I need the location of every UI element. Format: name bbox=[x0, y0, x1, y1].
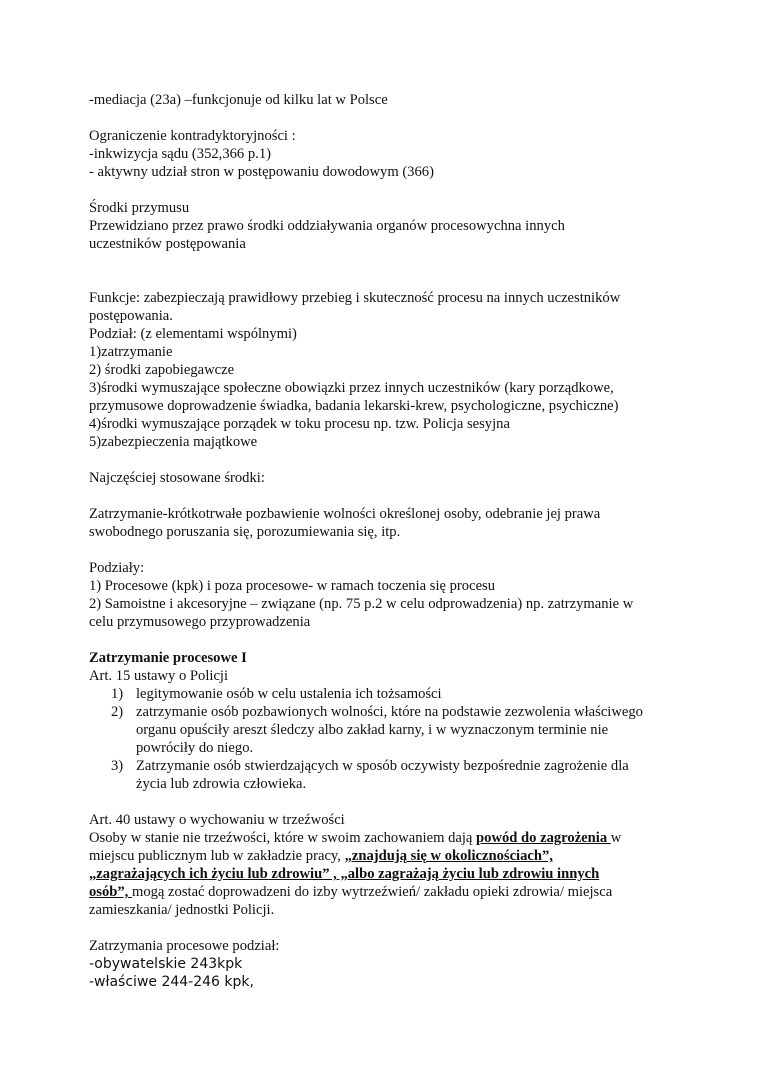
text-line: -właściwe 244-246 kpk, bbox=[89, 974, 254, 990]
text-line: -inkwizycja sądu (352,366 p.1) bbox=[89, 146, 271, 162]
art40-line-5: zamieszkania/ jednostki Policji. bbox=[89, 902, 275, 918]
text-line: Zatrzymanie-krótkotrwałe pozbawienie wolności określonej osoby, odebranie jej prawa bbox=[89, 506, 601, 522]
document-page bbox=[89, 91, 679, 991]
list-item-text: legitymowanie osób w celu ustalenia ich tożsamości bbox=[136, 686, 442, 702]
list-item-text: zatrzymanie osób pozbawionych wolności, które na podstawie zezwolenia właściwego bbox=[136, 704, 643, 720]
text-line: Funkcje: zabezpieczają prawidłowy przebieg i skuteczność procesu na innych uczestników bbox=[89, 290, 621, 306]
text-line: 4)środki wymuszające porządek w toku procesu np. tzw. Policja sesyjna bbox=[89, 416, 510, 432]
text-line: -obywatelskie 243kpk bbox=[89, 956, 243, 972]
text-line: Zatrzymania procesowe podział: bbox=[89, 938, 280, 954]
closing-paragraph bbox=[89, 937, 679, 991]
art15-list bbox=[89, 685, 679, 793]
text-line: Środki przymusu bbox=[89, 200, 190, 216]
art40-title: Art. 40 ustawy o wychowaniu w trzeźwości bbox=[89, 812, 345, 828]
text-line: celu przymusowego przyprowadzenia bbox=[89, 614, 311, 630]
list-item bbox=[89, 757, 679, 793]
text-line bbox=[89, 253, 679, 271]
list-item-text: Zatrzymanie osób stwierdzających w sposób oczywisty bezpośrednie zagrożenie dla bbox=[136, 758, 629, 774]
text-line bbox=[89, 487, 679, 505]
list-number: 2) bbox=[111, 704, 124, 720]
art40-line-3: „zagrażających ich życiu lub zdrowiu” , „albo zagrażają życiu lub zdrowiu innych bbox=[89, 866, 600, 882]
text-line: Przewidziano przez prawo środki oddziaływania organów procesowychna innych bbox=[89, 218, 565, 234]
text-line bbox=[89, 541, 679, 559]
art40-line-2: miejscu publicznym lub w zakładzie pracy, „znajdują się w okolicznościach”, bbox=[89, 848, 553, 864]
text-line: - aktywny udział stron w postępowaniu dowodowym (366) bbox=[89, 164, 434, 180]
text-line: przymusowe doprowadzenie świadka, badania lekarski-krew, psychologiczne, psychiczne) bbox=[89, 398, 619, 414]
text-line: Podziały: bbox=[89, 560, 145, 576]
text-line: swobodnego poruszania się, porozumiewania się, itp. bbox=[89, 524, 401, 540]
text-line: Najczęściej stosowane środki: bbox=[89, 470, 265, 486]
art40-line-4: osób”, mogą zostać doprowadzeni do izby wytrzeźwień/ zakładu opieki zdrowia/ miejsca bbox=[89, 884, 613, 900]
text-line bbox=[89, 181, 679, 199]
list-item-text: powróciły do niego. bbox=[136, 740, 254, 756]
text-line bbox=[89, 271, 679, 289]
list-item bbox=[89, 685, 679, 703]
text-line bbox=[89, 109, 679, 127]
art15-line: Art. 15 ustawy o Policji bbox=[89, 668, 229, 684]
text-line bbox=[89, 631, 679, 649]
section-heading: Zatrzymanie procesowe I bbox=[89, 650, 247, 666]
text-line: uczestników postępowania bbox=[89, 236, 246, 252]
text-line: 1) Procesowe (kpk) i poza procesowe- w ramach toczenia się procesu bbox=[89, 578, 496, 594]
text-line: postępowania. bbox=[89, 308, 173, 324]
art40-line-1: Osoby w stanie nie trzeźwości, które w swoim zachowaniem dają powód do zagrożenia w bbox=[89, 830, 622, 846]
text-line: Ograniczenie kontradyktoryjności : bbox=[89, 128, 296, 144]
list-number: 3) bbox=[111, 758, 124, 774]
text-line: 5)zabezpieczenia majątkowe bbox=[89, 434, 258, 450]
list-item bbox=[89, 703, 679, 757]
text-line: 2) środki zapobiegawcze bbox=[89, 362, 235, 378]
text-line bbox=[89, 451, 679, 469]
text-line: 1)zatrzymanie bbox=[89, 344, 173, 360]
text-line: 2) Samoistne i akcesoryjne – związane (np. 75 p.2 w celu odprowadzenia) np. zatrzymanie w bbox=[89, 596, 634, 612]
text-line: Podział: (z elementami wspólnymi) bbox=[89, 326, 297, 342]
list-item-text: życia lub zdrowia człowieka. bbox=[136, 776, 307, 792]
intro-paragraphs bbox=[89, 91, 679, 649]
text-line: 3)środki wymuszające społeczne obowiązki przez innych uczestników (kary porządkowe, bbox=[89, 380, 614, 396]
list-number: 1) bbox=[111, 686, 124, 702]
text-line: -mediacja (23a) –funkcjonuje od kilku lat w Polsce bbox=[89, 92, 388, 108]
list-item-text: organu opuściły areszt śledczy albo zakład karny, i w wyznaczonym terminie nie bbox=[136, 722, 609, 738]
